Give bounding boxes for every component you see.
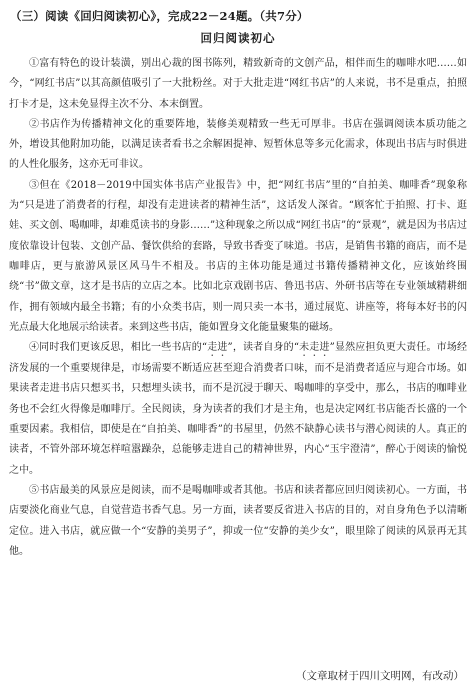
emphasized-phrase: 未走进 [298, 342, 330, 354]
article-title: 回归阅读初心 [200, 31, 276, 45]
source-note: （文章取材于四川文明网，有改动） [296, 670, 464, 682]
article-body [9, 54, 467, 562]
paragraph-2: ②书店作为传播精神文化的重要阵地，装修美观精致一些无可厚非。书店在强调阅读本质功能之外，增设其他附加功能，以满足读者看书之余解困提神、短暂休息等多元化需求，体现出书店与时俱进的人性化服务，这亦无可非议。 [9, 118, 467, 171]
question-heading: （三）阅读《回归阅读初心》，完成22－24题。（共7分） [10, 9, 309, 23]
paragraph-5: ⑤书店最美的风景应是阅读，而不是喝咖啡或者其他。书店和读者都应回归阅读初心。一方面，书店要淡化商业气息，自觉营造书香气息。另一方面，读者要反省进入书店的目的，对自身角色予以清晰定位。进入书店，就应做一个“安静的美男子”，抑或一位“安静的美少女”，眼里除了阅读的风景再无其他。 [9, 484, 467, 557]
paragraph-3: ③但在《2018－2019中国实体书店产业报告》中，把“网红书店”里的“自拍美、咖啡香”现象称为“只是进了消费者的行程，却没有走进读者的精神生活”，这话发人深省。“顾客忙于拍照、打卡、逛娃、买文创、喝咖啡，却难觅读书的身影……”这种现象之所以成“网红书店”的“景观”，就是因为书店过度依靠设计包装、文创产品、餐饮供给的套路，导致书香变了味道。书店，是销售书籍的商店，而不是咖啡店，更与旅游风景区风马牛不相及。书店的主体功能是通过书籍传播精神文化，应该始终围绕“书”做文章，这才是书店的立店之本。比如北京戏剧书店、鲁迅书店、外研书店等在专业领域精耕细作，拥有领域内最全书籍；有的小众类书店，则一周只卖一本书，通过展览、讲座等，将每本好书的闪光点最大化地展示给读者。来到这些书店，能如置身文化能量聚集的磁场。 [9, 179, 467, 333]
paragraph-1: ①富有特色的设计装潢，别出心裁的图书陈列，精致新奇的文创产品，相伴而生的咖啡水吧……如今，“网红书店”以其高颜值吸引了一大批粉丝。对于大批走进“网红书店”的人来说，书不是重点，拍照打卡才是，这未免显得主次不分、本末倒置。 [9, 58, 467, 110]
emphasized-phrase: 走进 [207, 342, 228, 354]
paragraph-4: ④同时我们更该反思，相比一些书店的“走进”，读者自身的“未走进”显然应担负更大责任。市场经济发展的一个重要规律是，市场需要不断适应甚至迎合消费者口味，而不是消费者适应与迎合市场。如果读者走进书店只想买书，只想埋头读书，而不是沉浸于聊天、喝咖啡的享受中，那么，书店的咖啡业务也不会红火得像是咖啡厅。全民阅读，身为读者的我们才是主角，也是决定网红书店能否长盛的一个重要因素。我相信，即使是在“自拍美、咖啡香”的书屋里，仍然不缺静心读书与潜心阅读的人。真正的读者，不管外部环境怎样喧嚣躁杂，总能够走进自己的精神世界，内心“玉宇澄清”，醉心于阅读的愉悦之中。 [9, 342, 467, 476]
